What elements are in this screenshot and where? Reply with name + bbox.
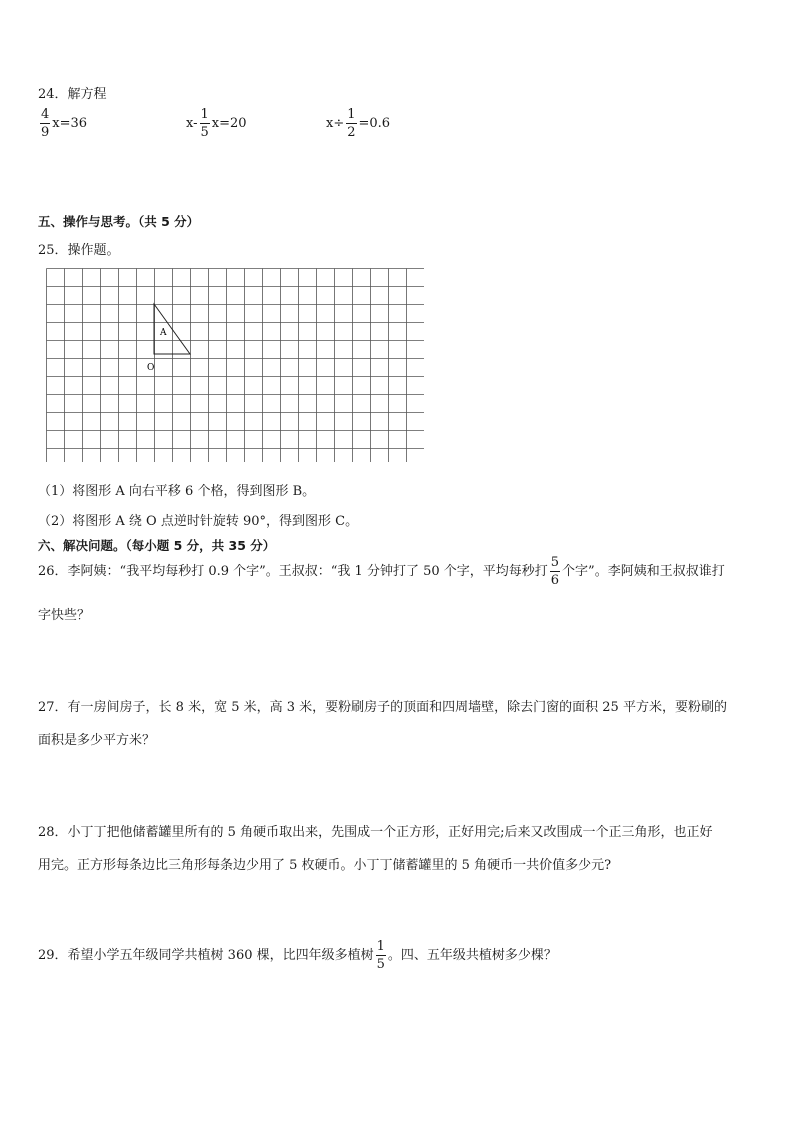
denominator: 2 (347, 125, 356, 140)
q29-line (38, 940, 557, 971)
q24-title: 24．解方程 (38, 87, 107, 102)
denominator: 6 (550, 573, 560, 588)
q25-sub2: （2）将图形 A 绕 O 点逆时针旋转 90°，得到图形 C。 (38, 514, 359, 529)
numerator: 1 (347, 107, 356, 122)
q25-sub1: （1）将图形 A 向右平移 6 个格，得到图形 B。 (38, 484, 316, 499)
q29-text-part2: 。四、五年级共植树多少棵？ (387, 948, 557, 963)
denominator: 5 (376, 957, 385, 972)
numerator: 1 (376, 939, 385, 954)
q25-title: 25．操作题。 (38, 243, 120, 258)
equation-2 (186, 108, 247, 139)
denominator: 5 (200, 125, 209, 140)
fraction (376, 940, 386, 971)
grid-figure (46, 268, 424, 462)
denominator: 9 (41, 125, 50, 140)
numerator: 5 (550, 555, 560, 570)
q27-line1: 27．有一房间房子，长 8 米，宽 5 米，高 3 米，要粉刷房子的顶面和四周墙壁，除去门窗的面积 25 平方米，要粉刷的 (38, 700, 727, 715)
fraction (550, 556, 560, 587)
q29-text-part1: 29．希望小学五年级同学共植树 360 棵，比四年级多植树 (38, 948, 374, 963)
q28-line2: 用完。正方形每条边比三角形每条边少用了 5 枚硬币。小丁丁储蓄罐里的 5 角硬币一共价值多少元? (38, 858, 612, 873)
label-a: A (160, 328, 167, 338)
equation-1 (38, 108, 87, 139)
fraction (200, 108, 210, 139)
q26-line2: 字快些？ (38, 608, 91, 623)
section-5-heading: 五、操作与思考。（共 5 分） (38, 214, 200, 229)
q28-line1: 28．小丁丁把他储蓄罐里所有的 5 角硬币取出来，先围成一个正方形，正好用完;后来又改围成一个正三角形，也正好 (38, 825, 713, 840)
equation-3 (326, 108, 390, 139)
equation-head: x÷ (326, 116, 345, 131)
numerator: 1 (200, 107, 209, 122)
q26-text-part1: 26．李阿姨：“我平均每秒打 0.9 个字”。王叔叔：“我 1 分钟打了 50 个字，平均每秒打 (38, 564, 548, 579)
equation-tail: =0.6 (358, 116, 391, 131)
label-o: O (147, 363, 155, 373)
equation-tail: x=20 (211, 116, 247, 131)
grid-lines (47, 269, 425, 463)
fraction (40, 108, 50, 139)
fraction (346, 108, 356, 139)
equation-head: x- (186, 116, 198, 131)
equation-tail: x=36 (52, 116, 88, 131)
section-6-heading: 六、解决问题。（每小题 5 分，共 35 分） (38, 538, 276, 553)
q27-line2: 面积是多少平方米？ (38, 733, 156, 748)
q26-line1 (38, 556, 725, 587)
numerator: 4 (41, 107, 50, 122)
q26-text-part2: 个字”。李阿姨和王叔叔谁打 (562, 564, 725, 579)
